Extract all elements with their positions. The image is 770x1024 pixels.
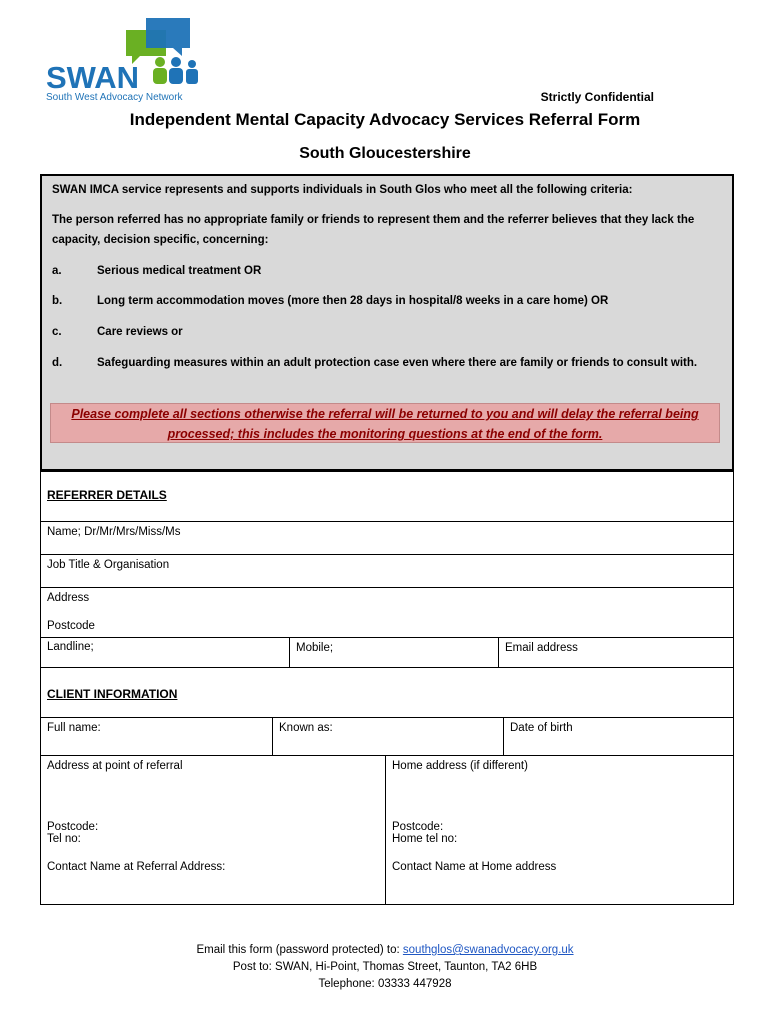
client-heading-row xyxy=(41,667,733,717)
criteria-item-letter: d. xyxy=(52,357,63,369)
criteria-condition: The person referred has no appropriate family or friends to represent them and the referrer believes that they lack the capacity, decision specific, concerning: xyxy=(52,214,695,246)
client-referral-address-field[interactable] xyxy=(41,756,385,904)
referral-address-label: Address at point of referral xyxy=(47,760,183,772)
page-subtitle: South Gloucestershire xyxy=(299,145,471,162)
footer xyxy=(0,942,770,993)
referrer-email-field[interactable] xyxy=(498,638,733,667)
criteria-item-letter: a. xyxy=(52,265,62,277)
home-address-label: Home address (if different) xyxy=(392,760,528,772)
home-postcode-label: Postcode: xyxy=(392,821,444,833)
referrer-job-label: Job Title & Organisation xyxy=(47,559,170,571)
confidential-label: Strictly Confidential xyxy=(540,90,654,104)
referrer-postcode-label: Postcode xyxy=(47,620,95,632)
page-title: Independent Mental Capacity Advocacy Services Referral Form xyxy=(129,110,641,129)
criteria-item-text: Care reviews or xyxy=(97,326,183,338)
referrer-name-row[interactable] xyxy=(41,521,733,554)
logo-tagline: South West Advocacy Network xyxy=(46,92,183,103)
footer-email-prefix: Email this form (password protected) to: xyxy=(196,944,400,956)
criteria-box xyxy=(40,174,734,471)
criteria-item-text: Long term accommodation moves (more then 28 days in hospital/8 weeks in a care home) OR xyxy=(97,295,609,307)
criteria-item-text: Serious medical treatment OR xyxy=(97,265,262,277)
referrer-mobile-field[interactable] xyxy=(289,638,498,667)
landline-label: Landline; xyxy=(47,641,94,653)
client-fullname-field[interactable] xyxy=(41,718,272,755)
logo-wordmark: SWAN xyxy=(46,60,139,95)
client-known-as-field[interactable] xyxy=(272,718,503,755)
footer-phone: Telephone: 03333 447928 xyxy=(318,978,452,990)
referrer-contact-row xyxy=(41,637,733,667)
email-label: Email address xyxy=(505,642,578,654)
footer-post-address: Post to: SWAN, Hi-Point, Thomas Street, Taunton, TA2 6HB xyxy=(232,961,538,973)
referrer-name-label: Name; Dr/Mr/Mrs/Miss/Ms xyxy=(47,526,181,538)
known-as-label: Known as: xyxy=(279,722,333,734)
completion-notice: Please complete all sections otherwise the referral will be returned to you and will delay the referral being processed; this includes the monitoring questions at the end of the form. xyxy=(50,403,720,443)
client-address-row xyxy=(41,755,733,904)
referral-tel-label: Tel no: xyxy=(47,833,81,845)
referrer-address-label: Address xyxy=(47,592,90,604)
contact-referral-label: Contact Name at Referral Address: xyxy=(47,861,226,873)
referrer-job-row[interactable] xyxy=(41,554,733,587)
home-tel-label: Home tel no: xyxy=(392,833,458,845)
footer-email-link[interactable]: southglos@swanadvocacy.org.uk xyxy=(402,944,574,956)
client-name-row xyxy=(41,717,733,755)
client-information-heading: CLIENT INFORMATION xyxy=(47,687,178,701)
client-dob-field[interactable] xyxy=(503,718,733,755)
criteria-item-text: Safeguarding measures within an adult protection case even where there are family or friends to consult with. xyxy=(97,357,698,369)
fullname-label: Full name: xyxy=(47,722,101,734)
dob-label: Date of birth xyxy=(510,722,573,734)
client-home-address-field[interactable] xyxy=(385,756,733,904)
referral-postcode-label: Postcode: xyxy=(47,821,99,833)
referrer-address-row[interactable] xyxy=(41,587,733,637)
referral-form-table xyxy=(40,471,734,905)
criteria-item-letter: b. xyxy=(52,295,63,307)
swan-logo xyxy=(44,16,214,106)
referrer-landline-field[interactable] xyxy=(41,637,289,667)
criteria-intro: SWAN IMCA service represents and supports individuals in South Glos who meet all the following criteria: xyxy=(52,184,633,196)
contact-home-label: Contact Name at Home address xyxy=(392,861,557,873)
mobile-label: Mobile; xyxy=(296,642,334,654)
criteria-item-letter: c. xyxy=(52,326,62,338)
referrer-details-heading: REFERRER DETAILS xyxy=(47,488,167,502)
referrer-heading-row xyxy=(41,471,733,521)
